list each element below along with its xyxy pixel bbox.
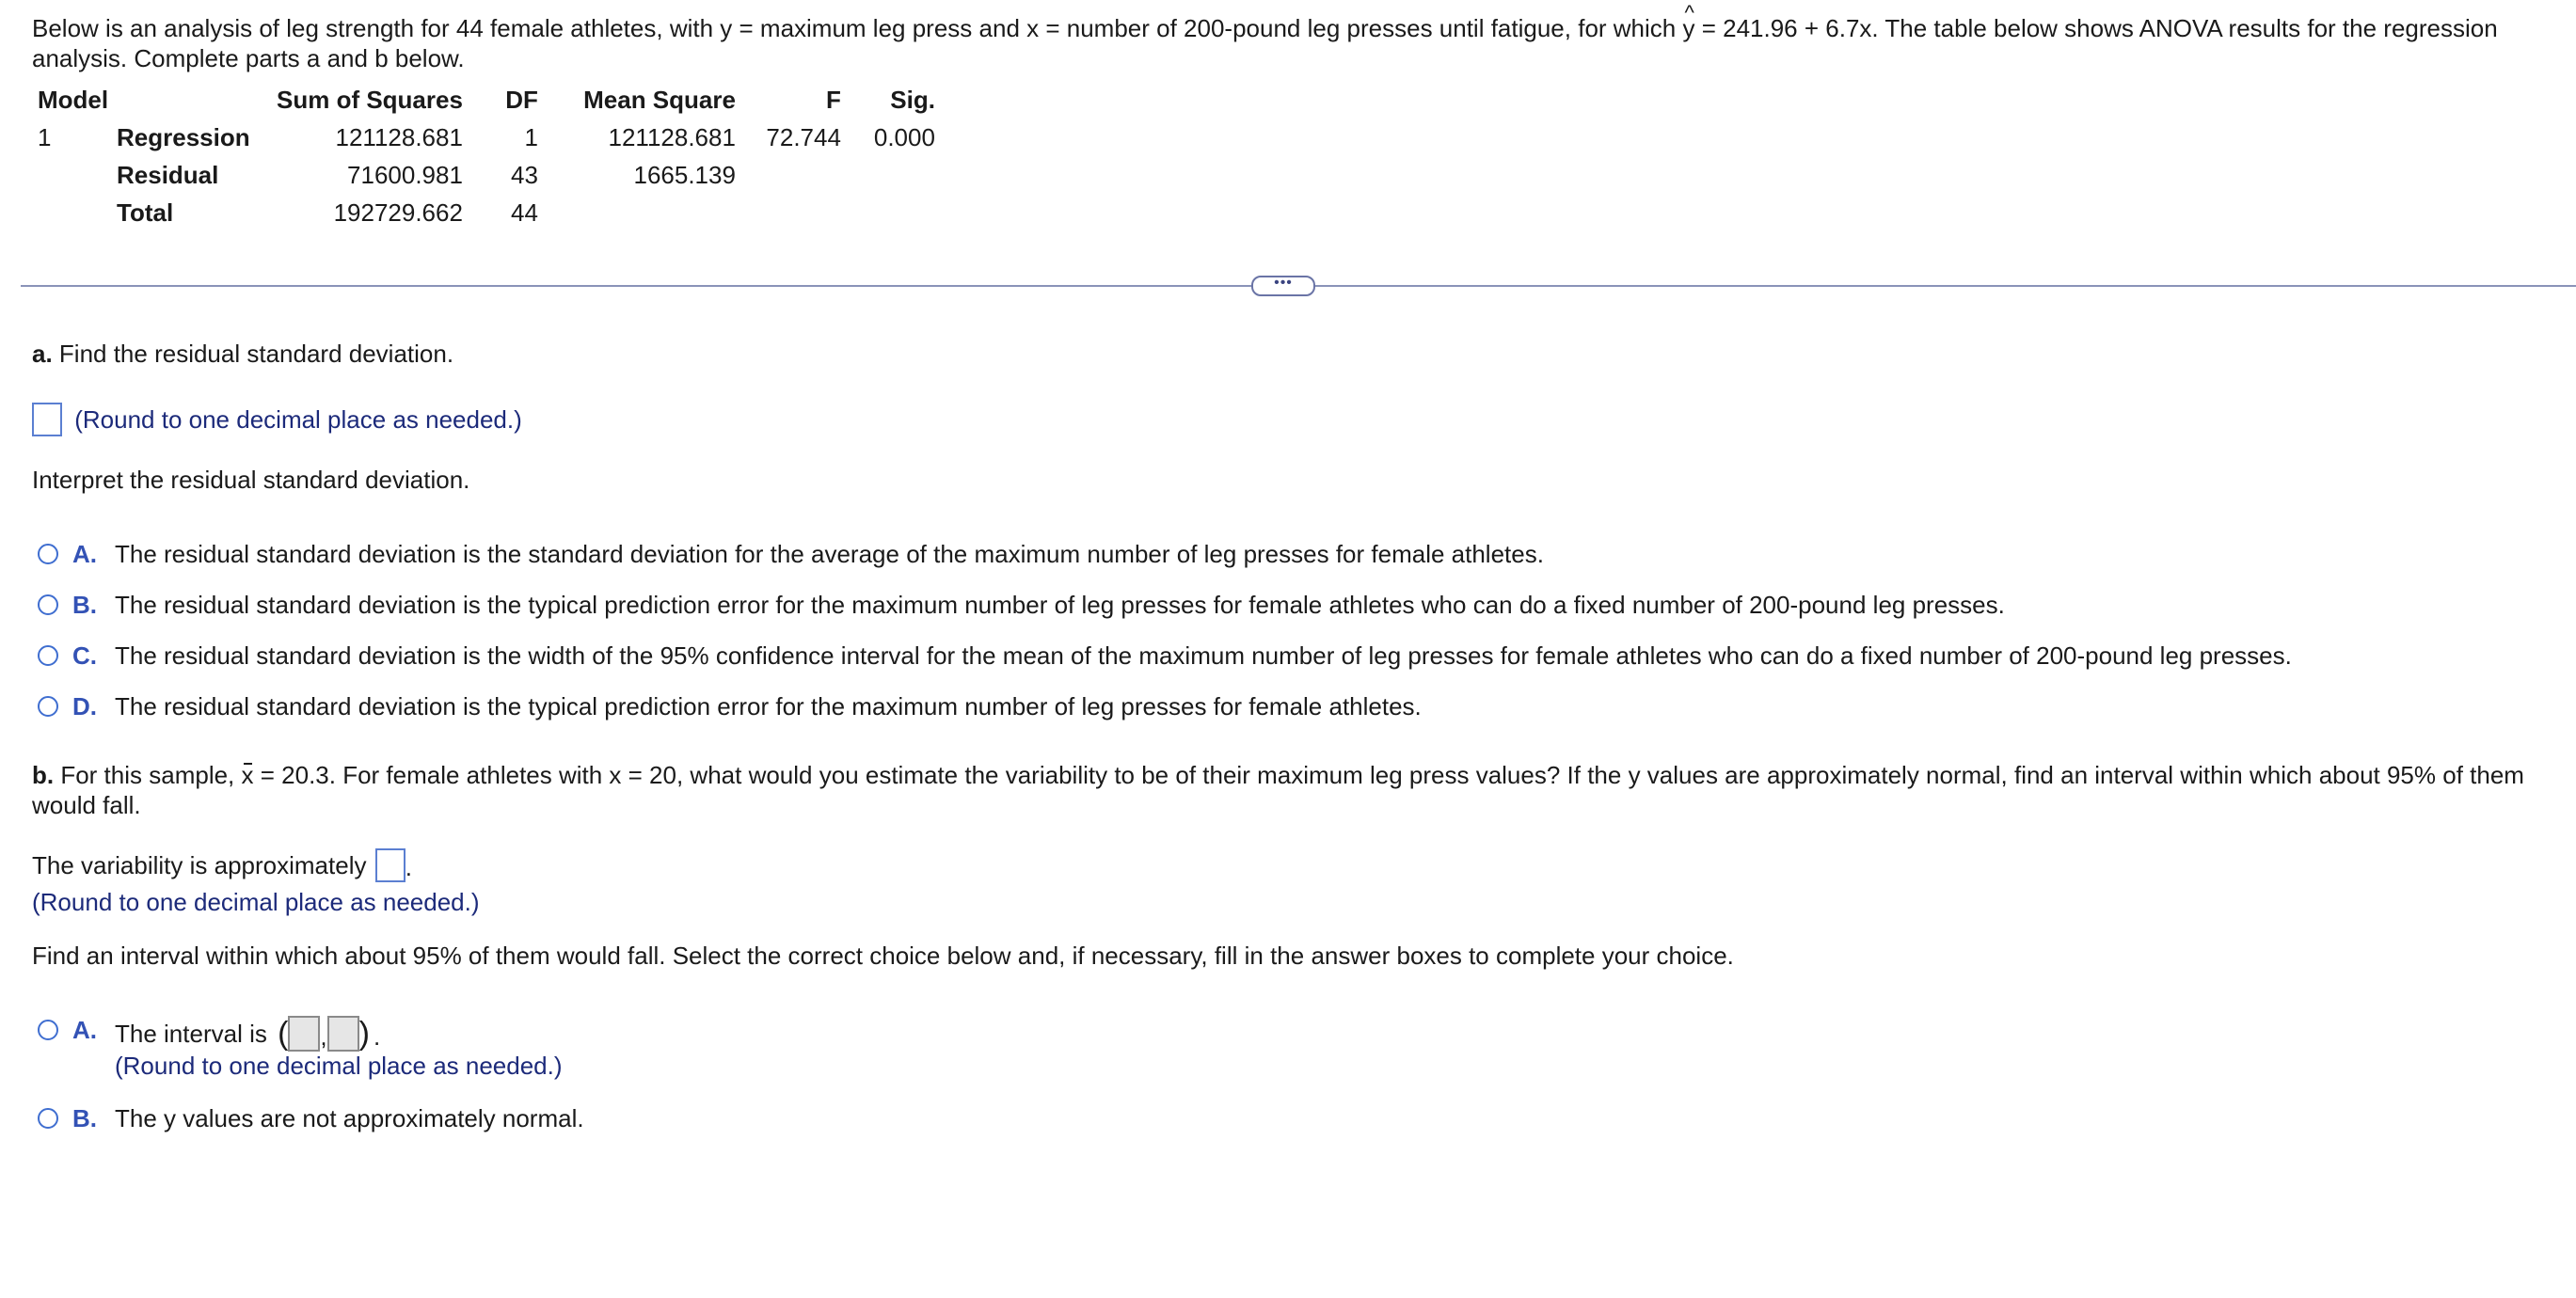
cell-ms — [538, 194, 736, 231]
part-b-round-hint: (Round to one decimal place as needed.) — [32, 888, 480, 916]
option-letter: B. — [72, 591, 97, 619]
variability-row — [32, 848, 412, 882]
cell-df: 44 — [511, 198, 538, 227]
radio-interval-option-b[interactable] — [38, 1108, 58, 1129]
header-mean-square: Mean Square — [583, 85, 736, 114]
part-a-interpret-prompt: Interpret the residual standard deviation. — [32, 466, 470, 494]
cell-ms: 121128.681 — [608, 122, 736, 151]
table-row — [28, 119, 935, 156]
y-hat-symbol: ^ y — [1682, 13, 1694, 43]
intro-text-1: Below is an analysis of leg strength for 44 female athletes, with y = maximum leg press and x = number of 200-pound leg presses until fatigue, for which — [32, 14, 1683, 42]
option-letter: A. — [72, 1016, 97, 1044]
residual-sd-input[interactable] — [32, 403, 62, 436]
interval-round-hint: (Round to one decimal place as needed.) — [115, 1052, 563, 1080]
close-paren: ) — [358, 1016, 370, 1052]
option-letter: C. — [72, 641, 97, 670]
cell-ss: 192729.662 — [333, 198, 463, 227]
part-b-label: b. — [32, 761, 55, 789]
cell-f — [736, 194, 841, 231]
option-text: The residual standard deviation is the width of the 95% confidence interval for the mean of the maximum number of leg presses for female athletes who can do a fixed number of 200-pound leg presses. — [115, 641, 2292, 670]
part-a-round-hint: (Round to one decimal place as needed.) — [74, 405, 522, 435]
table-row — [28, 156, 935, 194]
header-f: F — [826, 85, 841, 114]
radio-option-b[interactable] — [38, 594, 58, 615]
part-a-question-text: Find the residual standard deviation. — [52, 340, 454, 368]
cell-df: 1 — [524, 122, 538, 151]
radio-option-a[interactable] — [38, 544, 58, 564]
cell-ms: 1665.139 — [633, 160, 736, 189]
cell-df: 43 — [511, 160, 538, 189]
cell-f — [736, 156, 841, 194]
interval-comma: , — [320, 1022, 327, 1051]
row-label: Regression — [117, 122, 250, 151]
cell-sig: 0.000 — [873, 122, 935, 151]
cell-ss: 121128.681 — [335, 122, 463, 151]
header-model: Model — [38, 85, 109, 114]
table-row — [28, 194, 935, 231]
header-df: DF — [505, 85, 538, 114]
model-blank — [28, 156, 117, 194]
header-sig: Sig. — [890, 85, 935, 114]
model-blank — [28, 194, 117, 231]
interval-row — [115, 1016, 380, 1052]
part-b-question — [32, 760, 2535, 820]
variability-input[interactable] — [375, 848, 405, 882]
model-number: 1 — [38, 122, 52, 151]
cell-sig — [841, 156, 935, 194]
intro-text-2: = 241.96 + 6.7x. The table below shows ANOVA results for the regression analysis. Complete parts a and b below. — [32, 14, 2498, 72]
header-blank — [117, 81, 277, 119]
option-letter: D. — [72, 692, 97, 720]
part-a-label: a. — [32, 340, 53, 368]
radio-option-c[interactable] — [38, 645, 58, 666]
row-label: Total — [117, 198, 174, 227]
option-text: The residual standard deviation is the standard deviation for the average of the maximum number of leg presses for female athletes. — [115, 540, 1544, 568]
option-text: The residual standard deviation is the typical prediction error for the maximum number of leg presses for female athletes who can do a fixed number of 200-pound leg presses. — [115, 591, 2005, 619]
interval-text: The interval is — [115, 1020, 267, 1048]
cell-sig — [841, 194, 935, 231]
header-sum-of-squares: Sum of Squares — [277, 85, 463, 114]
interval-upper-input[interactable] — [327, 1016, 359, 1052]
anova-table — [28, 81, 935, 231]
cell-ss: 71600.981 — [347, 160, 463, 189]
part-a-question — [32, 339, 453, 369]
option-text: The y values are not approximately normal. — [115, 1104, 584, 1132]
part-a-answer-row — [32, 403, 522, 436]
part-b-text-1: For this sample, — [54, 761, 242, 789]
cell-f: 72.744 — [766, 122, 841, 151]
expand-button[interactable]: ••• — [1251, 276, 1315, 296]
interval-lower-input[interactable] — [288, 1016, 320, 1052]
radio-interval-option-a[interactable] — [38, 1020, 58, 1040]
radio-option-d[interactable] — [38, 696, 58, 717]
option-letter: A. — [72, 540, 97, 568]
option-text: The residual standard deviation is the typical prediction error for the maximum number of leg presses for female athletes. — [115, 692, 1422, 720]
interval-period: . — [373, 1022, 381, 1051]
option-letter: B. — [72, 1104, 97, 1132]
variability-suffix: . — [405, 853, 412, 882]
row-label: Residual — [117, 160, 219, 189]
problem-intro — [32, 13, 2525, 73]
anova-header-row — [28, 81, 935, 119]
part-b-text-2: = 20.3. For female athletes with x = 20, what would you estimate the variability to be of their maximum leg press values? If the y values are approximately normal, find an interval within which about 95% of them would fall. — [32, 761, 2524, 819]
interval-prompt: Find an interval within which about 95% of them would fall. Select the correct choice below and, if necessary, fill in the answer boxes to complete your choice. — [32, 942, 1734, 970]
variability-prefix: The variability is approximately — [32, 851, 367, 880]
x-bar-symbol: x — [241, 761, 254, 789]
open-paren: ( — [278, 1016, 289, 1052]
